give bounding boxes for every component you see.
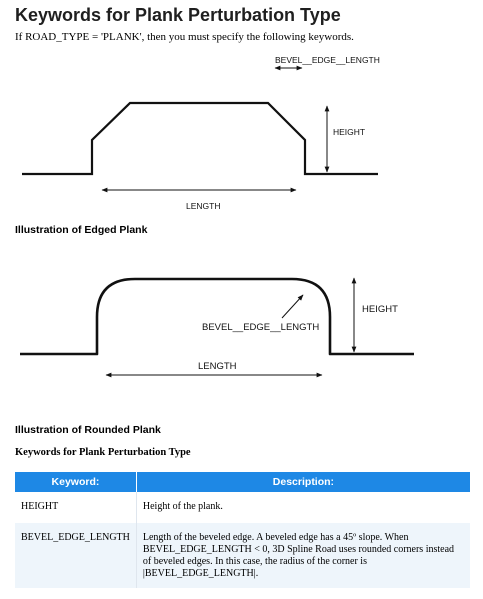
length-label: LENGTH [198, 361, 237, 372]
rounded-plank-figure [0, 262, 483, 386]
table-row [15, 523, 470, 588]
intro-text: If ROAD_TYPE = 'PLANK', then you must specify the following keywords. [15, 31, 354, 43]
keywords-table [15, 472, 470, 588]
rounded-plank-caption: Illustration of Rounded Plank [15, 424, 161, 436]
length-label: LENGTH [186, 201, 221, 211]
edged-plank-profile [22, 103, 378, 174]
description-cell: Length of the beveled edge. A beveled edge has a 45º slope. When BEVEL_EDGE_LENGTH < 0, 3D Spline Road uses rounded corners instead of beveled edges. In this case, the radius of the corner is |BEVEL_EDGE_LENGTH|. [136, 523, 470, 588]
description-column-header: Description: [136, 472, 470, 492]
edged-plank-caption: Illustration of Edged Plank [15, 224, 148, 236]
table-row [15, 492, 470, 523]
bevel-label: BEVEL__EDGE__LENGTH [202, 322, 320, 333]
keyword-cell: HEIGHT [15, 492, 136, 523]
height-label: HEIGHT [362, 304, 398, 315]
bevel-label: BEVEL__EDGE__LENGTH [275, 55, 380, 65]
page-title: Keywords for Plank Perturbation Type [15, 5, 341, 25]
keyword-column-header: Keyword: [15, 472, 136, 492]
bevel-pointer-arrow [282, 295, 303, 318]
table-header-row [15, 472, 470, 492]
description-cell: Height of the plank. [136, 492, 470, 523]
table-title: Keywords for Plank Perturbation Type [15, 447, 191, 458]
edged-plank-figure [0, 48, 483, 220]
keyword-cell: BEVEL_EDGE_LENGTH [15, 523, 136, 588]
rounded-plank-profile [20, 279, 414, 354]
height-label: HEIGHT [333, 127, 366, 137]
